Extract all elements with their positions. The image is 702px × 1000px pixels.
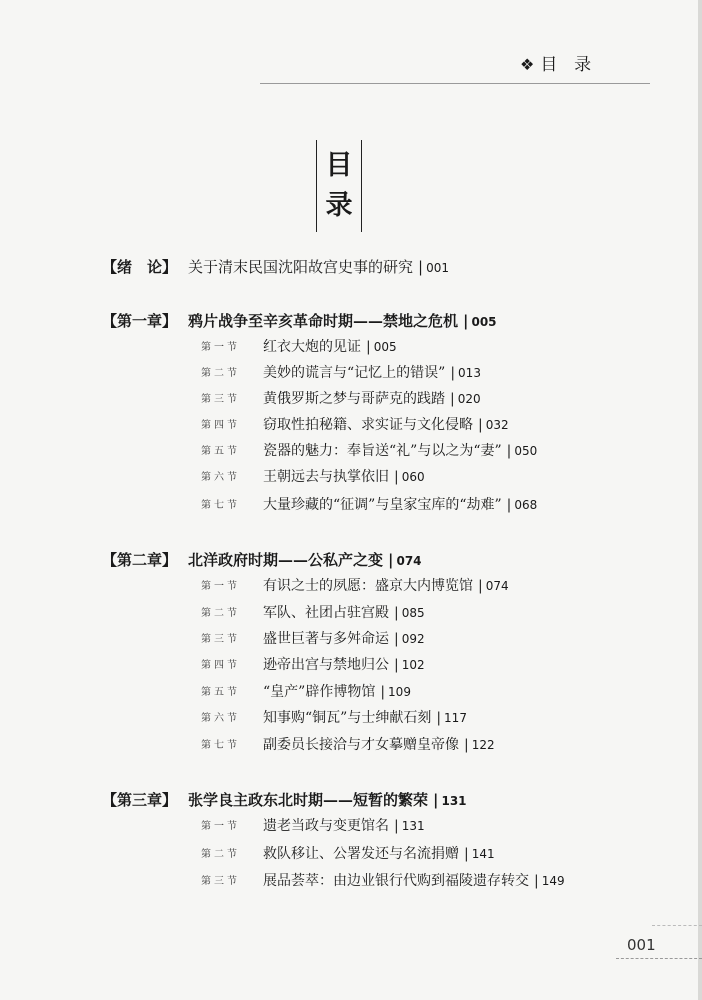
running-head-title: 目 录 [540,55,594,75]
section-title: 大量珍藏的“征调”与皇家宝库的“劫难” [263,497,502,513]
chapter-label: 【绪 论】 [102,258,178,276]
section-title: 有识之士的夙愿：盛京大内博览馆 [263,578,473,594]
toc-section-row[interactable]: 第二节 美妙的谎言与“记忆上的错误” | 013 [201,365,481,381]
section-number: 第一节 [201,581,240,592]
folio-rule [616,958,702,959]
section-title: 瓷器的魅力：奉旨送“礼”与以之为“妻” [263,443,502,459]
toc-section-row[interactable]: 第三节 展品荟萃：由边业银行代购到福陵遗存转交 | 149 [201,873,565,889]
section-number: 第五节 [201,446,240,457]
page-number: 141 [471,847,495,861]
page-number: 013 [458,366,481,380]
section-title: 救队移让、公署发还与名流捐赠 [263,846,459,862]
toc-title-char-1: 目 [325,150,353,181]
page-number: 020 [457,392,481,406]
toc-section-row[interactable]: 第一节 遗老当政与变更馆名 | 131 [201,818,425,834]
toc-section-row[interactable]: 第四节 窃取性拍秘籍、求实证与文化侵略 | 032 [201,417,509,433]
section-number: 第一节 [201,821,240,832]
toc-section-row[interactable]: 第二节 军队、社团占驻宫殿 | 085 [201,605,425,621]
section-number: 第三节 [201,634,240,645]
toc-chapter-row[interactable]: 【第二章】 北洋政府时期——公私产之变 | 074 [102,551,422,569]
toc-section-row[interactable]: 第三节 黄俄罗斯之梦与哥萨克的践踏 | 020 [201,391,481,407]
page-number: 005 [471,315,497,329]
page-folio: 001 [627,936,656,954]
section-title: 王朝远去与执掌依旧 [263,469,389,485]
page-number: 085 [401,606,425,620]
toc-chapter-row[interactable]: 【第三章】 张学良主政东北时期——短暂的繁荣 | 131 [102,791,467,809]
section-title: “皇产”辟作博物馆 [263,684,376,700]
folio-rule-upper [652,925,702,926]
toc-section-row[interactable]: 第三节 盛世巨著与多舛命运 | 092 [201,631,425,647]
page-number: 131 [441,794,467,808]
section-number: 第五节 [201,687,240,698]
page-number: 109 [388,685,411,699]
section-number: 第二节 [201,849,240,860]
section-number: 第四节 [201,660,240,671]
page-number: 005 [373,340,397,354]
section-title: 军队、社团占驻宫殿 [263,605,389,621]
page-number: 068 [514,498,538,512]
page-number: 060 [401,470,425,484]
page-number: 131 [401,819,425,833]
chapter-title: 张学良主政东北时期——短暂的繁荣 [188,791,429,809]
toc-section-row[interactable]: 第一节 有识之士的夙愿：盛京大内博览馆 | 074 [201,578,509,594]
page-number: 092 [401,632,425,646]
toc-section-row[interactable]: 第一节 红衣大炮的见证 | 005 [201,339,397,355]
section-title: 展品荟萃：由边业银行代购到福陵遗存转交 [263,873,529,889]
chapter-label: 【第二章】 [102,551,178,569]
section-number: 第二节 [201,608,240,619]
page-number: 074 [485,579,509,593]
page-number: 001 [426,261,449,275]
section-title: 遗老当政与变更馆名 [263,818,389,834]
section-number: 第七节 [201,500,240,511]
chapter-label: 【第三章】 [102,791,178,809]
toc-section-row[interactable]: 第四节 逊帝出宫与禁地归公 | 102 [201,657,425,673]
chapter-title: 鸦片战争至辛亥革命时期——禁地之危机 [188,312,459,330]
page-number: 050 [514,444,538,458]
toc-chapter-row[interactable]: 【第一章】 鸦片战争至辛亥革命时期——禁地之危机 | 005 [102,312,497,330]
section-title: 窃取性拍秘籍、求实证与文化侵略 [263,417,473,433]
page-number: 117 [444,711,467,725]
section-number: 第一节 [201,342,240,353]
toc-section-row[interactable]: 第二节 救队移让、公署发还与名流捐赠 | 141 [201,846,495,862]
section-number: 第六节 [201,472,240,483]
section-number: 第三节 [201,394,240,405]
toc-section-row[interactable]: 第五节 “皇产”辟作博物馆 | 109 [201,684,411,700]
section-title: 美妙的谎言与“记忆上的错误” [263,365,446,381]
section-title: 知事购“铜瓦”与士绅献石刻 [263,710,432,726]
toc-section-row[interactable]: 第六节 王朝远去与执掌依旧 | 060 [201,469,425,485]
chapter-title: 北洋政府时期——公私产之变 [188,551,384,569]
toc-section-row[interactable]: 第七节 副委员长接洽与才女摹赠皇帝像 | 122 [201,737,495,753]
section-title: 盛世巨著与多舛命运 [263,631,389,647]
section-title: 黄俄罗斯之梦与哥萨克的践踏 [263,391,445,407]
section-title: 红衣大炮的见证 [263,339,361,355]
section-title: 副委员长接洽与才女摹赠皇帝像 [263,737,459,753]
diamond-icon: ❖ [520,55,537,74]
section-title: 逊帝出宫与禁地归公 [263,657,389,673]
page-number: 102 [401,658,425,672]
chapter-label: 【第一章】 [102,312,178,330]
chapter-title: 关于清末民国沈阳故宫史事的研究 [188,258,414,276]
section-number: 第二节 [201,368,240,379]
page-number: 122 [471,738,495,752]
toc-section-row[interactable]: 第五节 瓷器的魅力：奉旨送“礼”与以之为“妻” | 050 [201,443,538,459]
toc-section-row[interactable]: 第七节 大量珍藏的“征调”与皇家宝库的“劫难” | 068 [201,497,538,513]
toc-section-row[interactable]: 第六节 知事购“铜瓦”与士绅献石刻 | 117 [201,710,467,726]
page-number: 032 [485,418,509,432]
toc-intro-row[interactable]: 【绪 论】 关于清末民国沈阳故宫史事的研究 | 001 [102,258,449,276]
section-number: 第四节 [201,420,240,431]
page-number: 149 [541,874,565,888]
toc-title-char-2: 录 [325,190,353,221]
section-number: 第六节 [201,713,240,724]
section-number: 第七节 [201,740,240,751]
page-number: 074 [396,554,422,568]
section-number: 第三节 [201,876,240,887]
